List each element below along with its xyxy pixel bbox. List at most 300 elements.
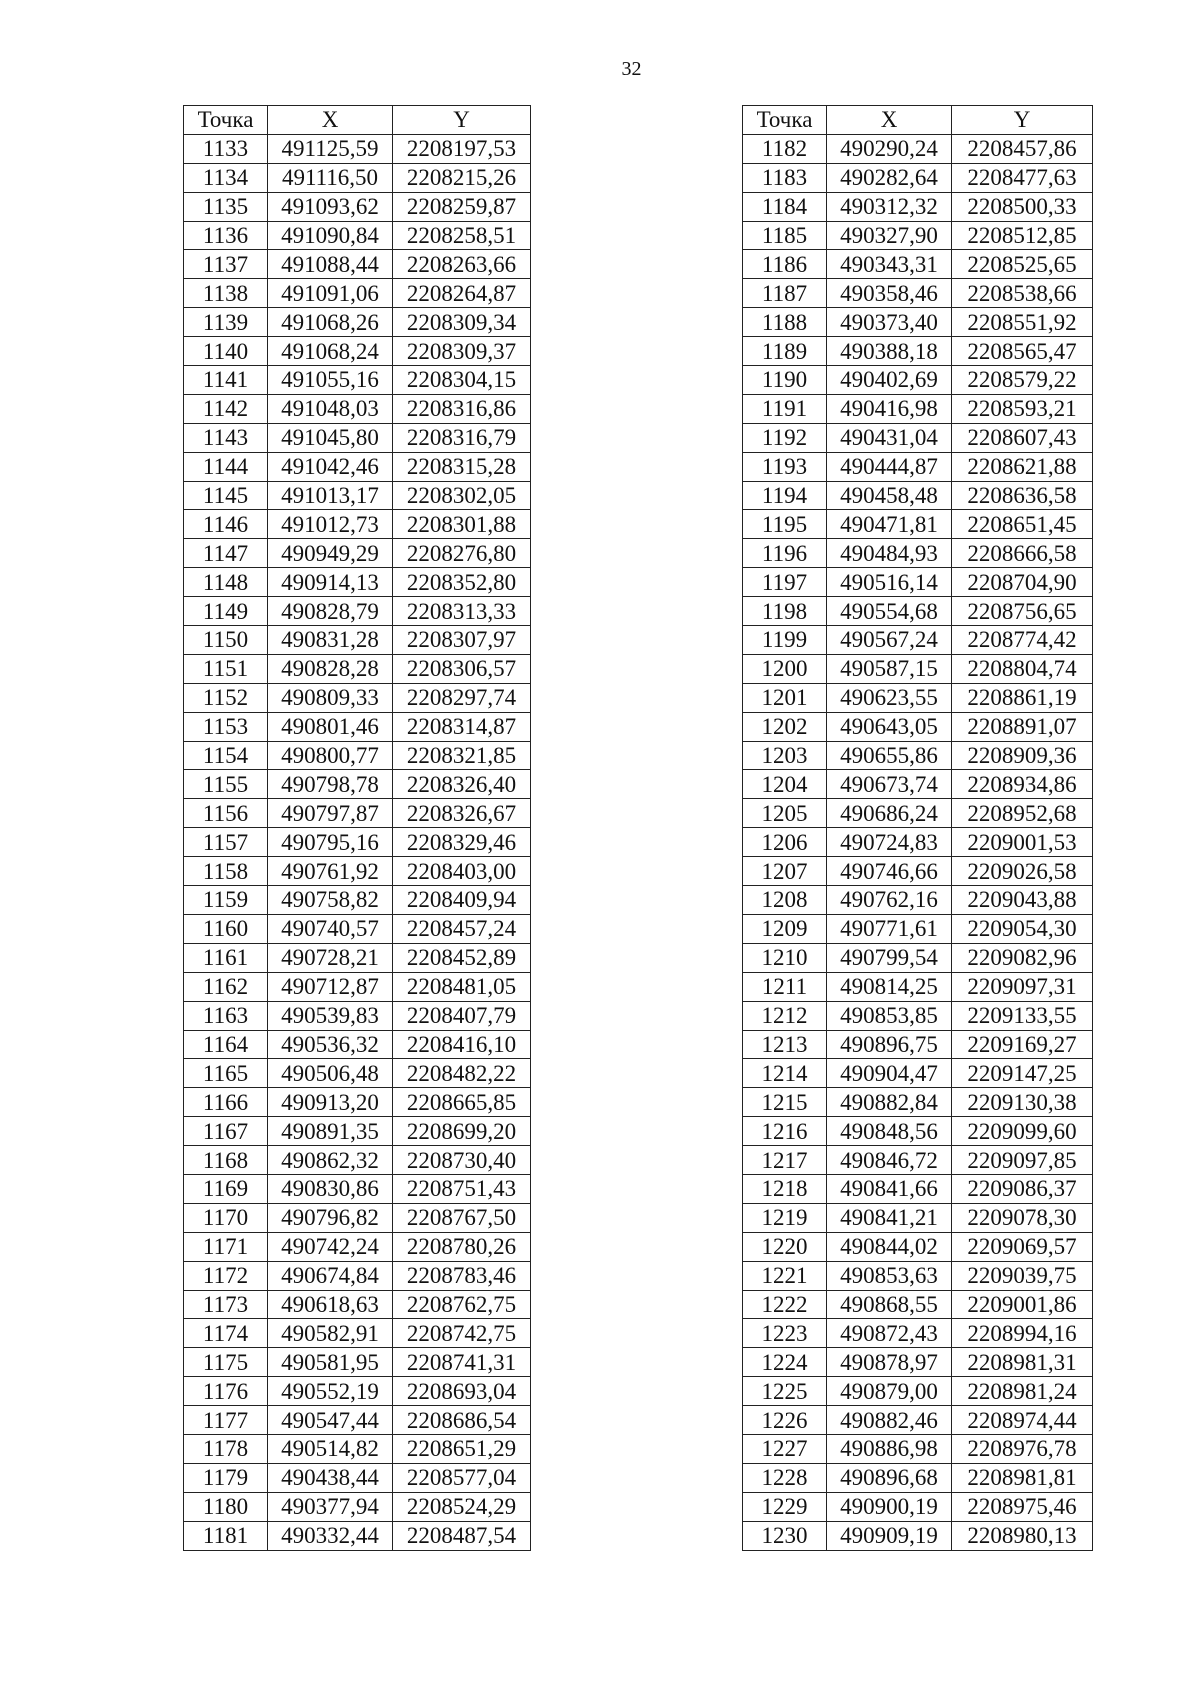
cell-point: 1229 (743, 1492, 827, 1521)
table-row (743, 972, 1093, 1001)
cell-x: 491125,59 (268, 134, 393, 163)
cell-x: 490882,84 (827, 1088, 952, 1117)
cell-point: 1134 (184, 163, 268, 192)
cell-y: 2209147,25 (952, 1059, 1093, 1088)
cell-x: 490846,72 (827, 1146, 952, 1175)
cell-x: 490882,46 (827, 1406, 952, 1435)
cell-x: 490373,40 (827, 308, 952, 337)
cell-point: 1168 (184, 1146, 268, 1175)
cell-x: 490712,87 (268, 972, 393, 1001)
cell-x: 490761,92 (268, 857, 393, 886)
cell-y: 2208403,00 (393, 857, 531, 886)
cell-y: 2208315,28 (393, 452, 531, 481)
cell-point: 1151 (184, 654, 268, 683)
cell-point: 1227 (743, 1434, 827, 1463)
cell-y: 2208774,42 (952, 626, 1093, 655)
table-row (184, 654, 531, 683)
table-row (743, 1146, 1093, 1175)
table-row (743, 337, 1093, 366)
table-row (743, 770, 1093, 799)
cell-x: 490795,16 (268, 828, 393, 857)
table-row (743, 394, 1093, 423)
table-row (743, 1319, 1093, 1348)
cell-x: 490801,46 (268, 712, 393, 741)
table-row (743, 1001, 1093, 1030)
cell-y: 2209097,85 (952, 1146, 1093, 1175)
cell-x: 490853,63 (827, 1261, 952, 1290)
table-row (184, 366, 531, 395)
cell-point: 1144 (184, 452, 268, 481)
table-row (184, 221, 531, 250)
table-row (184, 741, 531, 770)
cell-point: 1220 (743, 1232, 827, 1261)
table-row (184, 1290, 531, 1319)
cell-x: 491012,73 (268, 510, 393, 539)
table-row (184, 828, 531, 857)
cell-y: 2208980,13 (952, 1521, 1093, 1550)
table-row (184, 481, 531, 510)
table-row (184, 1492, 531, 1521)
table-row (184, 134, 531, 163)
cell-y: 2209001,86 (952, 1290, 1093, 1319)
table-row (184, 626, 531, 655)
cell-point: 1135 (184, 192, 268, 221)
table-row (743, 510, 1093, 539)
cell-point: 1216 (743, 1117, 827, 1146)
cell-point: 1230 (743, 1521, 827, 1550)
cell-y: 2208767,50 (393, 1203, 531, 1232)
cell-y: 2209039,75 (952, 1261, 1093, 1290)
cell-x: 490567,24 (827, 626, 952, 655)
table-row (743, 1088, 1093, 1117)
cell-x: 490830,86 (268, 1174, 393, 1203)
cell-x: 490438,44 (268, 1463, 393, 1492)
cell-point: 1167 (184, 1117, 268, 1146)
table-row (184, 1261, 531, 1290)
cell-y: 2208861,19 (952, 683, 1093, 712)
cell-x: 490904,47 (827, 1059, 952, 1088)
cell-x: 490844,02 (827, 1232, 952, 1261)
cell-y: 2209169,27 (952, 1030, 1093, 1059)
cell-x: 491055,16 (268, 366, 393, 395)
table-row (743, 1463, 1093, 1492)
cell-point: 1206 (743, 828, 827, 857)
cell-point: 1181 (184, 1521, 268, 1550)
table-row (743, 1377, 1093, 1406)
cell-x: 490431,04 (827, 423, 952, 452)
table-row (743, 1492, 1093, 1521)
table-row (743, 452, 1093, 481)
cell-y: 2208263,66 (393, 250, 531, 279)
cell-x: 490872,43 (827, 1319, 952, 1348)
table-row (743, 654, 1093, 683)
table-row (184, 1059, 531, 1088)
table-row (184, 394, 531, 423)
table-row (743, 1290, 1093, 1319)
table-row (743, 568, 1093, 597)
table-row (743, 1348, 1093, 1377)
cell-point: 1142 (184, 394, 268, 423)
table-row (184, 1146, 531, 1175)
cell-y: 2208741,31 (393, 1348, 531, 1377)
cell-point: 1214 (743, 1059, 827, 1088)
header-x: X (268, 106, 393, 135)
cell-y: 2208909,36 (952, 741, 1093, 770)
cell-point: 1186 (743, 250, 827, 279)
table-row (184, 597, 531, 626)
coordinates-table-right (742, 105, 1093, 1551)
cell-y: 2208321,85 (393, 741, 531, 770)
cell-point: 1176 (184, 1377, 268, 1406)
cell-point: 1197 (743, 568, 827, 597)
cell-y: 2208783,46 (393, 1261, 531, 1290)
cell-y: 2208981,81 (952, 1463, 1093, 1492)
cell-x: 490332,44 (268, 1521, 393, 1550)
table-row (184, 972, 531, 1001)
header-point: Точка (184, 106, 268, 135)
cell-point: 1152 (184, 683, 268, 712)
cell-point: 1199 (743, 626, 827, 655)
cell-x: 490740,57 (268, 914, 393, 943)
cell-y: 2208538,66 (952, 279, 1093, 308)
cell-x: 490900,19 (827, 1492, 952, 1521)
cell-x: 490771,61 (827, 914, 952, 943)
cell-y: 2208651,45 (952, 510, 1093, 539)
cell-point: 1156 (184, 799, 268, 828)
cell-x: 490814,25 (827, 972, 952, 1001)
table-row (743, 886, 1093, 915)
table-row (743, 1059, 1093, 1088)
page-number: 32 (621, 58, 642, 80)
cell-x: 490547,44 (268, 1406, 393, 1435)
table-row (743, 828, 1093, 857)
cell-y: 2208309,34 (393, 308, 531, 337)
cell-point: 1223 (743, 1319, 827, 1348)
table-row (184, 568, 531, 597)
cell-x: 490582,91 (268, 1319, 393, 1348)
header-point: Точка (743, 106, 827, 135)
table-row (184, 539, 531, 568)
cell-point: 1180 (184, 1492, 268, 1521)
cell-x: 491042,46 (268, 452, 393, 481)
cell-y: 2208307,97 (393, 626, 531, 655)
table-row (743, 1030, 1093, 1059)
cell-y: 2208500,33 (952, 192, 1093, 221)
cell-point: 1160 (184, 914, 268, 943)
cell-point: 1212 (743, 1001, 827, 1030)
cell-x: 491068,26 (268, 308, 393, 337)
cell-y: 2208577,04 (393, 1463, 531, 1492)
cell-y: 2209097,31 (952, 972, 1093, 1001)
cell-point: 1225 (743, 1377, 827, 1406)
cell-point: 1217 (743, 1146, 827, 1175)
cell-y: 2209054,30 (952, 914, 1093, 943)
table-row (743, 1434, 1093, 1463)
cell-point: 1193 (743, 452, 827, 481)
cell-point: 1173 (184, 1290, 268, 1319)
cell-point: 1155 (184, 770, 268, 799)
table-row (743, 597, 1093, 626)
cell-y: 2208264,87 (393, 279, 531, 308)
cell-x: 490853,85 (827, 1001, 952, 1030)
cell-point: 1145 (184, 481, 268, 510)
cell-point: 1182 (743, 134, 827, 163)
cell-point: 1215 (743, 1088, 827, 1117)
cell-x: 490655,86 (827, 741, 952, 770)
cell-x: 490742,24 (268, 1232, 393, 1261)
cell-point: 1136 (184, 221, 268, 250)
cell-y: 2208952,68 (952, 799, 1093, 828)
table-row (184, 1232, 531, 1261)
cell-y: 2208579,22 (952, 366, 1093, 395)
cell-y: 2208329,46 (393, 828, 531, 857)
cell-x: 490536,32 (268, 1030, 393, 1059)
table-row (743, 192, 1093, 221)
cell-x: 490886,98 (827, 1434, 952, 1463)
cell-y: 2208994,16 (952, 1319, 1093, 1348)
cell-point: 1196 (743, 539, 827, 568)
cell-y: 2208314,87 (393, 712, 531, 741)
cell-point: 1185 (743, 221, 827, 250)
cell-y: 2208651,29 (393, 1434, 531, 1463)
cell-y: 2209001,53 (952, 828, 1093, 857)
cell-x: 491116,50 (268, 163, 393, 192)
cell-point: 1141 (184, 366, 268, 395)
cell-point: 1154 (184, 741, 268, 770)
cell-y: 2208804,74 (952, 654, 1093, 683)
table-row (184, 1203, 531, 1232)
cell-x: 490358,46 (827, 279, 952, 308)
cell-y: 2208934,86 (952, 770, 1093, 799)
cell-point: 1149 (184, 597, 268, 626)
cell-y: 2208751,43 (393, 1174, 531, 1203)
cell-y: 2208666,58 (952, 539, 1093, 568)
cell-point: 1224 (743, 1348, 827, 1377)
cell-y: 2208780,26 (393, 1232, 531, 1261)
cell-x: 490514,82 (268, 1434, 393, 1463)
cell-point: 1150 (184, 626, 268, 655)
table-row (184, 1030, 531, 1059)
table-row (184, 452, 531, 481)
cell-x: 490539,83 (268, 1001, 393, 1030)
table-row (184, 1001, 531, 1030)
header-x: X (827, 106, 952, 135)
cell-point: 1159 (184, 886, 268, 915)
cell-x: 490377,94 (268, 1492, 393, 1521)
table-row (743, 423, 1093, 452)
cell-point: 1178 (184, 1434, 268, 1463)
cell-x: 490724,83 (827, 828, 952, 857)
cell-point: 1201 (743, 683, 827, 712)
cell-x: 490484,93 (827, 539, 952, 568)
cell-x: 490828,79 (268, 597, 393, 626)
cell-x: 490554,68 (827, 597, 952, 626)
table-row (184, 192, 531, 221)
table-row (184, 1348, 531, 1377)
cell-point: 1189 (743, 337, 827, 366)
cell-x: 490828,28 (268, 654, 393, 683)
table-row (184, 1088, 531, 1117)
table-row (743, 857, 1093, 886)
cell-x: 490797,87 (268, 799, 393, 828)
cell-point: 1198 (743, 597, 827, 626)
table-row (184, 857, 531, 886)
cell-x: 490402,69 (827, 366, 952, 395)
cell-y: 2208276,80 (393, 539, 531, 568)
table-row (184, 1319, 531, 1348)
cell-x: 491068,24 (268, 337, 393, 366)
table-row (184, 423, 531, 452)
cell-y: 2208352,80 (393, 568, 531, 597)
cell-x: 490800,77 (268, 741, 393, 770)
cell-point: 1169 (184, 1174, 268, 1203)
cell-x: 490841,21 (827, 1203, 952, 1232)
cell-x: 490587,15 (827, 654, 952, 683)
cell-y: 2208457,86 (952, 134, 1093, 163)
cell-y: 2208742,75 (393, 1319, 531, 1348)
table-row (184, 279, 531, 308)
cell-point: 1177 (184, 1406, 268, 1435)
cell-x: 490848,56 (827, 1117, 952, 1146)
table-row (184, 683, 531, 712)
cell-point: 1205 (743, 799, 827, 828)
cell-point: 1207 (743, 857, 827, 886)
table-row (743, 134, 1093, 163)
cell-x: 490686,24 (827, 799, 952, 828)
table-row (184, 1521, 531, 1550)
cell-x: 490674,84 (268, 1261, 393, 1290)
table-row (184, 886, 531, 915)
cell-y: 2209069,57 (952, 1232, 1093, 1261)
cell-point: 1146 (184, 510, 268, 539)
cell-y: 2208975,46 (952, 1492, 1093, 1521)
table-row (743, 1117, 1093, 1146)
cell-x: 490896,75 (827, 1030, 952, 1059)
table-row (743, 279, 1093, 308)
cell-y: 2208693,04 (393, 1377, 531, 1406)
cell-y: 2208512,85 (952, 221, 1093, 250)
cell-y: 2209099,60 (952, 1117, 1093, 1146)
cell-y: 2208313,33 (393, 597, 531, 626)
cell-x: 491013,17 (268, 481, 393, 510)
cell-x: 490879,00 (827, 1377, 952, 1406)
cell-y: 2208525,65 (952, 250, 1093, 279)
cell-y: 2208316,79 (393, 423, 531, 452)
cell-point: 1171 (184, 1232, 268, 1261)
cell-x: 490343,31 (827, 250, 952, 279)
cell-x: 490506,48 (268, 1059, 393, 1088)
cell-y: 2208197,53 (393, 134, 531, 163)
cell-x: 490444,87 (827, 452, 952, 481)
cell-y: 2208302,05 (393, 481, 531, 510)
cell-y: 2208452,89 (393, 943, 531, 972)
table-row (743, 1232, 1093, 1261)
cell-x: 490914,13 (268, 568, 393, 597)
cell-y: 2208481,05 (393, 972, 531, 1001)
cell-point: 1153 (184, 712, 268, 741)
table-row (743, 366, 1093, 395)
cell-x: 490878,97 (827, 1348, 952, 1377)
table-row (184, 1406, 531, 1435)
cell-point: 1143 (184, 423, 268, 452)
cell-y: 2208416,10 (393, 1030, 531, 1059)
cell-point: 1140 (184, 337, 268, 366)
cell-point: 1172 (184, 1261, 268, 1290)
cell-y: 2208326,67 (393, 799, 531, 828)
cell-x: 490746,66 (827, 857, 952, 886)
cell-point: 1164 (184, 1030, 268, 1059)
cell-point: 1204 (743, 770, 827, 799)
table-row (184, 250, 531, 279)
cell-point: 1192 (743, 423, 827, 452)
cell-y: 2208981,31 (952, 1348, 1093, 1377)
cell-y: 2208891,07 (952, 712, 1093, 741)
cell-x: 490282,64 (827, 163, 952, 192)
cell-y: 2208524,29 (393, 1492, 531, 1521)
cell-x: 491048,03 (268, 394, 393, 423)
cell-x: 490728,21 (268, 943, 393, 972)
cell-y: 2208316,86 (393, 394, 531, 423)
table-row (743, 683, 1093, 712)
cell-x: 490516,14 (827, 568, 952, 597)
cell-y: 2208487,54 (393, 1521, 531, 1550)
cell-point: 1213 (743, 1030, 827, 1059)
cell-point: 1138 (184, 279, 268, 308)
cell-x: 490799,54 (827, 943, 952, 972)
cell-point: 1174 (184, 1319, 268, 1348)
cell-x: 490796,82 (268, 1203, 393, 1232)
cell-y: 2208974,44 (952, 1406, 1093, 1435)
cell-x: 490618,63 (268, 1290, 393, 1319)
cell-x: 491093,62 (268, 192, 393, 221)
cell-point: 1179 (184, 1463, 268, 1492)
cell-point: 1183 (743, 163, 827, 192)
cell-y: 2208297,74 (393, 683, 531, 712)
cell-point: 1187 (743, 279, 827, 308)
cell-x: 490868,55 (827, 1290, 952, 1319)
cell-x: 490290,24 (827, 134, 952, 163)
table-row (743, 712, 1093, 741)
cell-y: 2208409,94 (393, 886, 531, 915)
table-row (743, 943, 1093, 972)
cell-x: 490913,20 (268, 1088, 393, 1117)
cell-point: 1200 (743, 654, 827, 683)
cell-y: 2208665,85 (393, 1088, 531, 1117)
table-row (184, 163, 531, 192)
table-row (743, 1261, 1093, 1290)
cell-point: 1137 (184, 250, 268, 279)
table-row (743, 163, 1093, 192)
cell-y: 2208704,90 (952, 568, 1093, 597)
cell-y: 2209043,88 (952, 886, 1093, 915)
table-row (743, 1203, 1093, 1232)
cell-x: 490643,05 (827, 712, 952, 741)
cell-x: 491091,06 (268, 279, 393, 308)
cell-y: 2208636,58 (952, 481, 1093, 510)
table-row (743, 539, 1093, 568)
table-row (743, 741, 1093, 770)
cell-y: 2209082,96 (952, 943, 1093, 972)
cell-y: 2208482,22 (393, 1059, 531, 1088)
header-y: Y (393, 106, 531, 135)
cell-point: 1147 (184, 539, 268, 568)
table-row (184, 1434, 531, 1463)
table-row (184, 1117, 531, 1146)
table-row (743, 914, 1093, 943)
cell-point: 1188 (743, 308, 827, 337)
cell-point: 1190 (743, 366, 827, 395)
cell-point: 1218 (743, 1174, 827, 1203)
